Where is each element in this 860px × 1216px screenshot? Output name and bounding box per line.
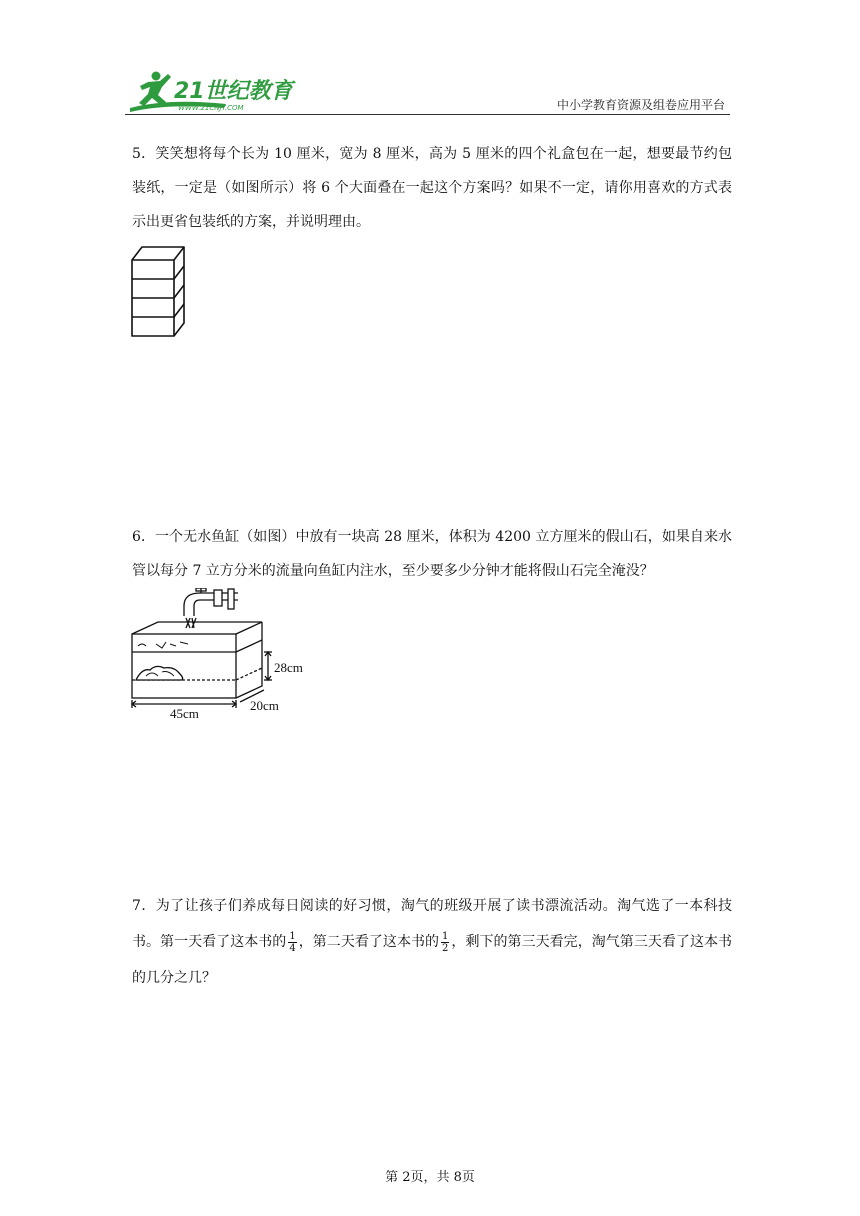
question-7-part1: 7．为了让孩子们养成每日阅读的好习惯，淘气的班级开展了读书漂流活动。淘气选了一本科技书。第一天看了这本书的 bbox=[132, 898, 732, 950]
svg-text:21世纪教育: 21世纪教育 bbox=[174, 79, 293, 104]
page-number: 第 2页，共 8页 bbox=[385, 1170, 475, 1185]
page-header bbox=[0, 0, 860, 120]
21cnjy-logo bbox=[128, 68, 298, 114]
question-6: 6．一个无水鱼缸（如图）中放有一块高 28 厘米，体积为 4200 立方厘米的假山石，如果自来水管以每分 7 立方分米的流量向鱼缸内注水，至少要多少分钟才能将假山石完全淹没？ bbox=[132, 529, 732, 579]
question-5: 5．笑笑想将每个长为 10 厘米，宽为 8 厘米，高为 5 厘米的四个礼盒包在一起，想要最节约包装纸，一定是（如图所示）将 6 个大面叠在一起这个方案吗？如果不一定，请你用喜欢的方式表示出更省包装纸的方案，并说明理由。 bbox=[132, 146, 732, 230]
header-rule bbox=[125, 114, 730, 115]
question-7-part2: ，第二天看了这本书的 bbox=[298, 934, 440, 950]
fraction-one-quarter: $\frac{1}{4}$ bbox=[289, 930, 296, 954]
fish-tank-figure bbox=[128, 588, 328, 720]
platform-name: 中小学教育资源及组卷应用平台 bbox=[556, 98, 725, 112]
fraction-one-half: $\frac{1}{2}$ bbox=[442, 930, 449, 954]
question-7 bbox=[132, 888, 732, 996]
svg-text:28cm: 28cm bbox=[274, 660, 303, 675]
svg-text:45cm: 45cm bbox=[170, 706, 199, 720]
svg-text:WWW.21CNJY.COM: WWW.21CNJY.COM bbox=[178, 104, 244, 112]
question-7-part3: ，剩下的第三天看完，淘气第三天看了这本书的几分之几？ bbox=[132, 934, 733, 986]
stacked-boxes-figure bbox=[128, 243, 190, 343]
svg-text:20cm: 20cm bbox=[250, 698, 279, 713]
